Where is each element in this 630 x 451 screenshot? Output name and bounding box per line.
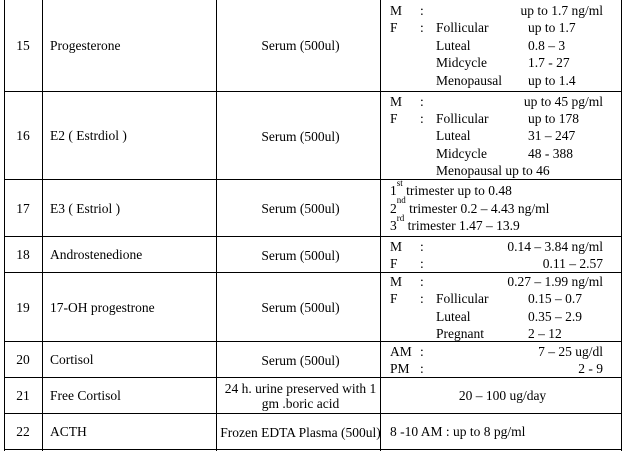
range-line xyxy=(384,110,621,127)
range-value: 0.14 – 3.84 ng/ml xyxy=(507,238,603,254)
range-line xyxy=(384,177,621,199)
colon: : xyxy=(420,291,424,307)
phase-label: Follicular xyxy=(436,20,489,36)
specimen-cell xyxy=(220,92,381,180)
range-line xyxy=(384,37,621,54)
phase-label: Follicular xyxy=(436,291,489,307)
row-number-cell xyxy=(4,0,42,91)
range-value: 0.27 – 1.99 ng/ml xyxy=(507,274,603,289)
range-value: up to 1.7 xyxy=(528,20,576,36)
specimen-text: 24 h. urine preserved with 1 gm .boric acid xyxy=(224,381,377,411)
reference-range-cell xyxy=(384,414,621,450)
table-row xyxy=(4,272,621,342)
colon: : xyxy=(420,3,424,19)
row-number-cell xyxy=(4,342,42,378)
test-name: ACTH xyxy=(50,424,87,439)
row-number: 20 xyxy=(16,352,30,367)
row-number: 16 xyxy=(16,128,30,143)
range-line xyxy=(384,360,621,377)
phase-label: Luteal xyxy=(436,128,471,144)
trimester-label xyxy=(390,177,512,199)
range-line xyxy=(384,19,621,36)
range-value: 0.35 – 2.9 xyxy=(528,308,582,324)
trimester-label xyxy=(390,195,550,217)
trimester-range: trimester 0.2 – 4.43 ng/ml xyxy=(409,200,550,216)
test-name: 17-OH progestrone xyxy=(50,299,155,315)
colon: : xyxy=(420,110,424,126)
range-line xyxy=(384,195,621,217)
range-value: 0.8 – 3 xyxy=(528,37,566,53)
phase-label: Midcycle xyxy=(436,145,487,161)
test-name: Progesterone xyxy=(50,37,121,53)
range-line xyxy=(384,387,621,404)
ordinal-suffix: st xyxy=(396,177,403,188)
row-number: 15 xyxy=(16,37,30,53)
trimester-ordinal: 2 xyxy=(390,200,397,216)
range-line xyxy=(384,255,621,272)
sex-label: F xyxy=(390,20,398,36)
test-name-cell xyxy=(50,378,220,414)
trimester-ordinal: 3 xyxy=(390,218,397,234)
range-value: up to 1.4 xyxy=(528,72,576,88)
specimen-cell xyxy=(220,378,381,414)
test-name: E3 ( Estriol ) xyxy=(50,200,121,216)
sex-label: PM xyxy=(390,361,410,376)
sex-label: F xyxy=(390,291,398,307)
trimester-label xyxy=(390,212,520,234)
range-value: 48 - 388 xyxy=(528,145,573,161)
table-row xyxy=(4,377,621,414)
sex-label: AM xyxy=(390,343,412,359)
specimen-text: Serum (500ul) xyxy=(261,201,340,216)
row-number-cell xyxy=(4,378,42,414)
specimen-text: Serum (500ul) xyxy=(261,38,340,53)
test-name-cell xyxy=(50,273,220,342)
trimester-range: trimester 1.47 – 13.9 xyxy=(407,218,520,234)
reference-range-cell xyxy=(384,237,621,273)
column-divider xyxy=(621,0,622,451)
range-value: 7 – 25 ug/dl xyxy=(538,343,603,359)
range-line xyxy=(384,162,621,179)
test-name: Cortisol xyxy=(50,352,94,367)
colon: : xyxy=(420,256,424,271)
specimen-cell xyxy=(220,342,381,378)
range-value: 0.11 – 2.57 xyxy=(542,256,603,271)
range-value: 2 – 12 xyxy=(528,325,562,341)
range-line xyxy=(384,308,621,325)
range-value: 2 - 9 xyxy=(578,361,603,376)
phase-label: Luteal xyxy=(436,37,471,53)
range-line xyxy=(384,325,621,342)
range-value: 20 – 100 ug/day xyxy=(458,388,547,404)
sex-label: F xyxy=(390,256,398,271)
range-line xyxy=(384,273,621,290)
specimen-cell xyxy=(220,0,381,91)
test-name: Free Cortisol xyxy=(50,388,121,403)
colon: : xyxy=(420,20,424,36)
range-line xyxy=(384,238,621,255)
specimen-cell xyxy=(220,180,381,237)
row-number-cell xyxy=(4,92,42,180)
phase-label: Pregnant xyxy=(436,325,484,341)
row-number: 18 xyxy=(16,247,30,262)
trimester-ordinal: 1 xyxy=(390,183,397,199)
range-line xyxy=(384,127,621,144)
range-value: up to 45 pg/ml xyxy=(523,93,603,109)
specimen-text: Serum (500ul) xyxy=(261,247,340,263)
table-row xyxy=(4,179,621,237)
reference-range-cell xyxy=(384,92,621,180)
reference-range-cell xyxy=(384,378,621,414)
range-line xyxy=(384,93,621,110)
specimen-cell xyxy=(220,273,381,342)
test-name-cell xyxy=(50,342,220,378)
specimen-text: Frozen EDTA Plasma (500ul) xyxy=(220,424,381,440)
specimen-text: Serum (500ul) xyxy=(261,300,340,315)
range-line xyxy=(384,2,621,19)
test-name-cell xyxy=(50,92,220,180)
range-value: 0.15 – 0.7 xyxy=(528,291,582,307)
test-name-cell xyxy=(50,180,220,237)
row-number-cell xyxy=(4,273,42,342)
range-line xyxy=(384,145,621,162)
test-name-cell xyxy=(50,237,220,273)
table-row xyxy=(4,0,621,91)
test-name-cell xyxy=(50,0,220,91)
test-name: Androstenedione xyxy=(50,247,143,262)
reference-range-cell xyxy=(384,342,621,378)
range-line xyxy=(384,343,621,360)
phase-label: Menopausal xyxy=(436,72,502,88)
row-number: 19 xyxy=(16,299,30,315)
sex-label: M xyxy=(390,238,403,254)
range-value: up to 1.7 ng/ml xyxy=(520,3,603,19)
range-line xyxy=(384,212,621,234)
table-row xyxy=(4,341,621,378)
test-name: E2 ( Estrdiol ) xyxy=(50,128,127,143)
colon: : xyxy=(420,343,424,359)
row-number: 17 xyxy=(16,200,30,216)
sex-label: M xyxy=(390,274,403,289)
sex-label: F xyxy=(390,110,398,126)
range-line xyxy=(384,54,621,71)
test-name-cell xyxy=(50,414,220,450)
colon: : xyxy=(420,361,424,376)
colon: : xyxy=(420,274,424,289)
row-number-cell xyxy=(4,237,42,273)
range-value: 31 – 247 xyxy=(528,128,576,144)
colon: : xyxy=(420,93,424,109)
range-value: Menopausal up to 46 xyxy=(436,163,550,179)
ordinal-suffix: nd xyxy=(396,195,406,206)
reference-range-cell xyxy=(384,273,621,342)
row-number-cell xyxy=(4,180,42,237)
phase-label: Follicular xyxy=(436,110,489,126)
range-value: up to 178 xyxy=(528,110,580,126)
table-row xyxy=(4,236,621,273)
range-value: 8 -10 AM : up to 8 pg/ml xyxy=(390,424,526,440)
range-line xyxy=(384,72,621,89)
reference-range-cell xyxy=(384,0,621,91)
row-number: 22 xyxy=(16,424,30,439)
specimen-text: Serum (500ul) xyxy=(261,352,340,368)
sex-label: M xyxy=(390,3,403,19)
colon: : xyxy=(420,238,424,254)
row-number: 21 xyxy=(16,388,30,403)
row-number-cell xyxy=(4,414,42,450)
phase-label: Midcycle xyxy=(436,55,487,71)
range-line xyxy=(384,423,621,440)
phase-label: Luteal xyxy=(436,308,471,324)
table-row xyxy=(4,91,621,180)
table-row xyxy=(4,413,621,450)
specimen-text: Serum (500ul) xyxy=(261,128,340,144)
range-line xyxy=(384,290,621,307)
sex-label: M xyxy=(390,93,403,109)
trimester-range: trimester up to 0.48 xyxy=(406,183,512,199)
specimen-cell xyxy=(220,414,381,450)
range-value: 1.7 - 27 xyxy=(528,55,570,71)
specimen-cell xyxy=(220,237,381,273)
ordinal-suffix: rd xyxy=(396,212,405,223)
reference-range-cell xyxy=(384,177,621,237)
